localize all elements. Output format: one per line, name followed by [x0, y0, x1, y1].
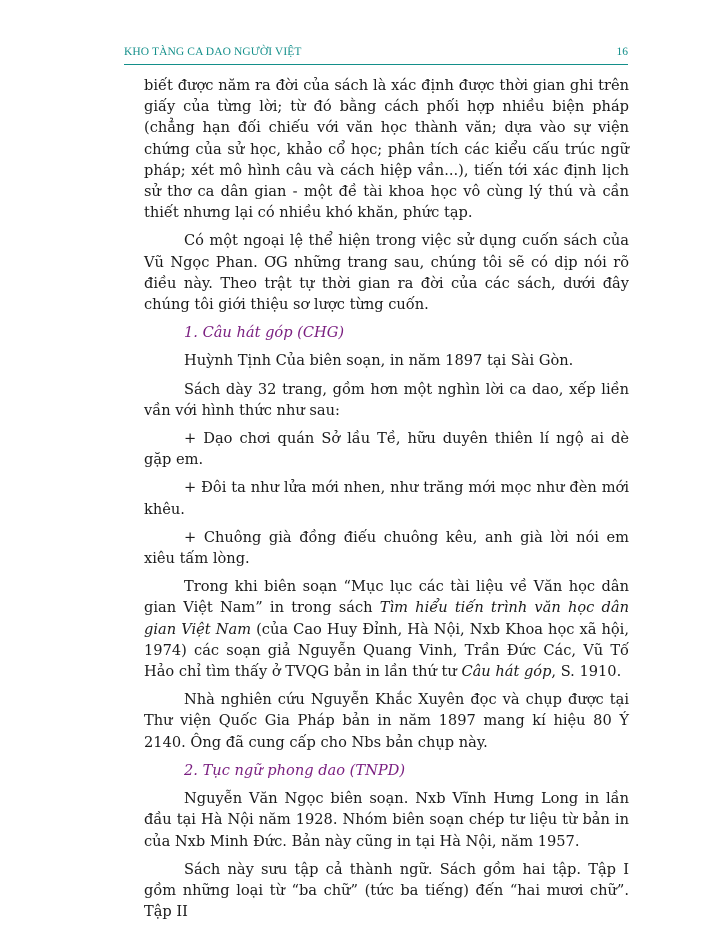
running-header [124, 46, 628, 62]
text-run: , S. 1910. [551, 663, 622, 681]
text-run: Trong khi biên soạn “Mục lục các tài liệu về Văn học dân gian Việt Nam” in trong sách [144, 578, 629, 617]
section-heading: 1. Câu hát góp (CHG) [184, 324, 345, 342]
paragraph: Có một ngoại lệ thể hiện trong việc sử dụng cuốn sách của Vũ Ngọc Phan. ƠG những trang sau, chúng tôi sẽ có dịp nói rõ điều này. Theo trật tự thời gian ra đời của các sách, dưới đây chúng tôi giới thiệu sơ lược từng cuốn. [144, 232, 629, 314]
text-run: (của Cao Huy Đỉnh, Hà Nội, Nxb Khoa học xã hội, 1974) các soạn giả Nguyễn Quang Vinh, Trần Đức Các, Vũ Tố Hảo chỉ tìm thấy ở TVQG bản in lần thứ tư [144, 620, 629, 681]
book-title: KHO TÀNG CA DAO NGƯỜI VIỆT [124, 46, 302, 58]
book-title-italic: Câu hát góp [461, 663, 552, 681]
book-title-italic: Tìm hiểu tiến trình văn học dân gian Việt Nam [144, 599, 629, 638]
header-rule [124, 64, 628, 65]
paragraph: Huỳnh Tịnh Của biên soạn, in năm 1897 tại Sài Gòn. [184, 352, 574, 370]
paragraph: Sách dày 32 trang, gồm hơn một nghìn lời ca dao, xếp liền vần với hình thức như sau: [144, 380, 629, 419]
paragraph: Sách này sưu tập cả thành ngữ. Sách gồm hai tập. Tập I gồm những loại từ “ba chữ” (tức ba tiếng) đến “hai mươi chữ”. Tập II [144, 860, 629, 921]
verse-line: + Chuông già đồng điếu chuông kêu, anh già lời nói em xiêu tấm lòng. [144, 528, 629, 568]
paragraph: Nguyễn Văn Ngọc biên soạn. Nxb Vĩnh Hưng Long in lần đầu tại Hà Nội năm 1928. Nhóm biên soạn chép tư liệu từ bản in của Nxb Minh Đức. Bản này cũng in tại Hà Nội, năm 1957. [144, 790, 629, 850]
paragraph [144, 576, 629, 682]
paragraph: biết được năm ra đời của sách là xác định được thời gian ghi trên giấy của từng lời; từ đó bằng cách phối hợp nhiều biện pháp (chẳng hạn đối chiếu với văn học thành văn; dựa vào sự viện chứng của sử học, khảo cổ học; phân tích các kiểu cấu trúc ngữ pháp; xét mô hình câu và cách hiệp vần...), tiến tới xác định lịch sử thơ ca dân gian - một đề tài khoa học vô cùng lý thú và cần thiết nhưng lại có nhiều khó khăn, phức tạp. [144, 77, 629, 222]
paragraph: Nhà nghiên cứu Nguyễn Khắc Xuyên đọc và chụp được tại Thư viện Quốc Gia Pháp bản in năm 1897 mang kí hiệu 80 Ý 2140. Ông đã cung cấp cho Nbs bản chụp này. [144, 691, 629, 751]
verse-line: + Dạo chơi quán Sở lầu Tề, hữu duyên thiên lí ngộ ai dè gặp em. [144, 430, 629, 469]
page-number: 16 [616, 46, 628, 58]
section-heading: 2. Tục ngữ phong dao (TNPD) [184, 761, 406, 779]
page-body [144, 75, 629, 929]
verse-line: + Đôi ta như lửa mới nhen, như trăng mới mọc như đèn mới khêu. [144, 479, 629, 518]
